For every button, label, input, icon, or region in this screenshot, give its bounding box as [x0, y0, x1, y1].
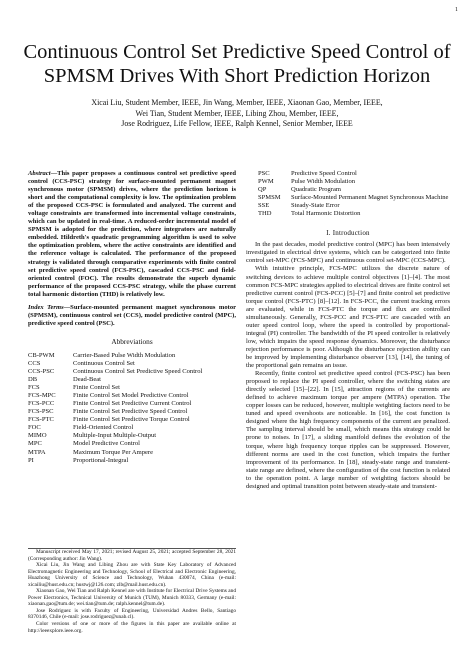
abstract-text: —This paper proposes a continuous control set predictive speed control (CCS-PSC) strategy for surface-mounted permanent magnet synchronous motor (SPMSM) drives, where the prediction horizon is short and the computational complexity is low. The optimization problem of the proposed CCS-PSC is formulated and analyzed. The current and voltage constraints are transformed into incremental voltage constraints, which can be updated in real-time. A reduced-order incremental model of SPMSM is adopted for the prediction, where integrators are naturally embedded. Hildreth's quadratic programming algorithm is used to solve the optimization problem, where the active constraints are identified and the reference voltage is calculated. The performance of the proposed strategy is validated through comparative experiments with finite control set predictive speed control (FCS-PSC), cascaded CCS-PSC and field-oriented control (FOC). The results demonstrate the superb dynamic performance of the proposed CCS-PSC strategy, while the phase current total harmonic distortion (THD) is relatively low. — [28, 170, 236, 298]
abbreviation-row — [28, 400, 202, 408]
intro-paragraph: With intuitive principle, FCS-MPC utilizes the discrete nature of switching devices to achieve multiple control objectives [1]–[4]. The most common FCS-MPC strategies applied to electrical drives are finite control set predictive current control (FCS-PCC) [5]–[7] and finite control set predictive torque control (FCS-PTC) [8]–[12]. In FCS-PCC, the current tracking errors are evaluated, while in FCS-PTC the torque and flux are controlled simultaneously. Generally, FCS-PCC and FCS-PTC are cascaded with an outer speed control loop, where the speed is controlled by proportional-integral (PI) controller. The bandwidth of the PI speed controller is relatively low, which impairs the speed response dynamics. Moreover, the disturbance rejection performance is poor. Although the disturbance rejection ability can be improved by implementing disturbance observer [13], [14], the tuning of the proportional gain remains an issue. — [246, 265, 450, 370]
abbreviation-row — [28, 416, 202, 424]
author-line: Wei Tian, Student Member, IEEE, Libing Zhou, Member, IEEE, — [135, 108, 339, 118]
abbreviation-term: THD — [258, 210, 272, 218]
abbreviation-definition: Finite Control Set Predictive Torque Control — [73, 416, 190, 424]
abbreviation-row — [28, 376, 202, 384]
abbreviation-row — [28, 449, 202, 457]
abbreviation-definition: Field-Oriented Control — [73, 424, 134, 432]
abbreviation-row — [28, 384, 202, 392]
abbreviation-row — [28, 352, 202, 360]
abbreviation-row — [258, 202, 448, 210]
abbreviation-definition: Finite Control Set — [73, 384, 120, 392]
abbreviation-definition: Finite Control Set Predictive Current Control — [73, 400, 192, 408]
abbreviation-definition: Quadratic Program — [291, 186, 341, 194]
abbreviation-definition: Finite Control Set Model Predictive Control — [73, 392, 189, 400]
abbreviation-definition: Carrier-Based Pulse Width Modulation — [73, 351, 176, 359]
index-terms-text: —Surface-mounted permanent magnet synchronous motor (SPMSM), continuous control set (CCS), model predictive control (MPC), predictive speed control (PSC). — [28, 303, 236, 327]
abbreviation-row — [28, 408, 202, 416]
section-heading: I. Introduction — [326, 229, 370, 238]
abbreviation-definition: Multiple-Input Multiple-Output — [73, 432, 157, 440]
abbreviation-table-right — [258, 170, 448, 218]
abstract — [28, 170, 236, 299]
footnote: Xicai Liu, Jin Wang and Libing Zhou are with State Key Laboratory of Advanced Electromagnetic Engineering and Technology, School of Electrical and Electronic Engineering, Huazhong University of Science and Technology, Wuhan 430074, China (e-mail: xicailiu@hust.edu.cn; hustwj@126.com; zlb@mail.hust.edu.cn). — [28, 562, 236, 588]
abbreviation-term: FCS-PTC — [28, 416, 54, 424]
abbreviation-definition: Steady-State Error — [291, 202, 340, 210]
intro-paragraph: In the past decades, model predictive control (MPC) has been intensively investigated in electrical drive systems, which can be categorized into finite control set-MPC (FCS-MPC) and continuous control set-MPC (CCS-MPC). — [246, 241, 450, 265]
page-number: 1 — [455, 7, 458, 13]
abbreviation-term: CB-PWM — [28, 351, 55, 359]
abbreviation-row — [28, 432, 202, 440]
right-column — [246, 170, 450, 491]
footnote-block — [28, 548, 236, 634]
abbreviation-row — [28, 424, 202, 432]
abbreviation-row — [28, 360, 202, 368]
abbreviation-definition: Continuous Control Set — [73, 359, 135, 367]
abbreviation-term: PWM — [258, 178, 274, 186]
abbreviation-term: DB — [28, 376, 38, 384]
abbreviation-term: SSE — [258, 202, 270, 210]
abbreviation-term: PSC — [258, 170, 270, 177]
abbreviation-definition: Dead-Beat — [73, 376, 101, 384]
abbreviation-definition: Predictive Speed Control — [291, 170, 357, 177]
abbreviation-term: MIMO — [28, 432, 47, 440]
abbreviation-term: MTPA — [28, 448, 46, 456]
abbreviation-row — [28, 440, 202, 448]
abbreviation-definition: Surface-Mounted Permanent Magnet Synchronous Machine — [291, 194, 449, 202]
abbreviation-term: PI — [28, 456, 34, 464]
author-block — [20, 98, 454, 130]
abbreviation-definition: Pulse Width Modulation — [291, 178, 355, 186]
footnote: Xiaonan Gao, Wei Tian and Ralph Kennel are with Institute for Electrical Drive Systems and Power Electronics, Technical University of Munich (TUM), Munich 80333, Germany (e-mail: xiaonan.gao@tum.de; wei.tian@tum.de; ralph.kennel@tum.de). — [28, 588, 236, 608]
intro-paragraph: Recently, finite control set predictive speed control (FCS-PSC) has been proposed to replace the PI speed controller, where the switching states are directly selected [15]–[22]. In [15], attraction regions of the currents are defined to achieve maximum torque per ampere (MTPA) operation. The copper losses can be reduced, however, multiple weighting factors need to be tuned and speed overshoots are noticeable. In [16], the cost function is designed where the high frequency components of the current are penalized. The sampling interval should be small, which means this strategy could be prone to noises. In [17], a sliding manifold defines the evolution of the torque, where high frequency torque ripples can be suppressed. However, different norms are used in the cost function, which impairs the further improvement of its performance. In [18], steady-state range and transient-state range are defined, where the configuration of the cost function is related to the operation point. A large number of weighting factors should be designed and optimal transition point between steady-state and transient- — [246, 370, 450, 490]
abbreviation-row — [28, 392, 202, 400]
abbreviation-term: CCS-PSC — [28, 368, 55, 376]
abbreviation-definition: Model Predictive Control — [73, 440, 140, 448]
abbreviation-term: FCS — [28, 384, 40, 392]
index-terms-lead: Index Terms — [28, 303, 64, 311]
abbreviation-row — [28, 368, 202, 376]
abbreviation-row — [258, 170, 448, 178]
author-line: Xicai Liu, Student Member, IEEE, Jin Wang, Member, IEEE, Xiaonan Gao, Member, IEEE, — [91, 98, 383, 107]
abbreviations-heading: Abbreviations — [111, 336, 153, 346]
footnote: Color versions of one or more of the figures in this paper are available online at http://ieeexplore.ieee.org. — [28, 621, 236, 634]
abbreviation-term: FCS-PCC — [28, 400, 55, 408]
abbreviation-row — [28, 457, 202, 465]
abbreviation-row — [258, 178, 448, 186]
abbreviation-definition: Continuous Control Set Predictive Speed Control — [73, 368, 203, 376]
abbreviation-definition: Maximum Torque Per Ampere — [73, 448, 153, 456]
left-column — [28, 170, 236, 465]
abbreviation-term: MPC — [28, 440, 42, 448]
footnote: Jose Rodriguez is with Faculty of Engineering, Universidad Andres Bello, Santiago 8370146, Chile (e-mail: jose.rodriguez@unab.cl). — [28, 607, 236, 621]
abbreviation-term: FCS-PSC — [28, 408, 54, 416]
abbreviation-term: CCS — [28, 359, 41, 367]
abbreviation-row — [258, 210, 448, 218]
footnote: Manuscript received May 17, 2021; revised August 25, 2021; accepted September 28, 2021 (Corresponding author: Jin Wang). — [28, 549, 236, 562]
paper-title: Continuous Control Set Predictive Speed Control of SPMSM Drives With Short Prediction Horizon — [23, 41, 451, 87]
abbreviation-definition: Total Harmonic Distortion — [291, 210, 361, 218]
abbreviation-table-left — [28, 352, 202, 465]
abbreviation-definition: Finite Control Set Predictive Speed Control — [73, 408, 188, 416]
author-line: Jose Rodriguez, Life Fellow, IEEE, Ralph Kennel, Senior Member, IEEE — [121, 119, 353, 129]
abstract-lead: Abstract — [28, 170, 51, 177]
index-terms — [28, 304, 236, 328]
abbreviation-definition: Proportional-Integral — [73, 456, 129, 464]
abbreviation-term: QP — [258, 186, 267, 194]
abbreviation-row — [258, 194, 448, 202]
abbreviation-row — [258, 186, 448, 194]
abbreviation-term: FOC — [28, 424, 41, 432]
abbreviation-term: SPMSM — [258, 194, 281, 202]
abbreviation-term: FCS-MPC — [28, 392, 56, 400]
